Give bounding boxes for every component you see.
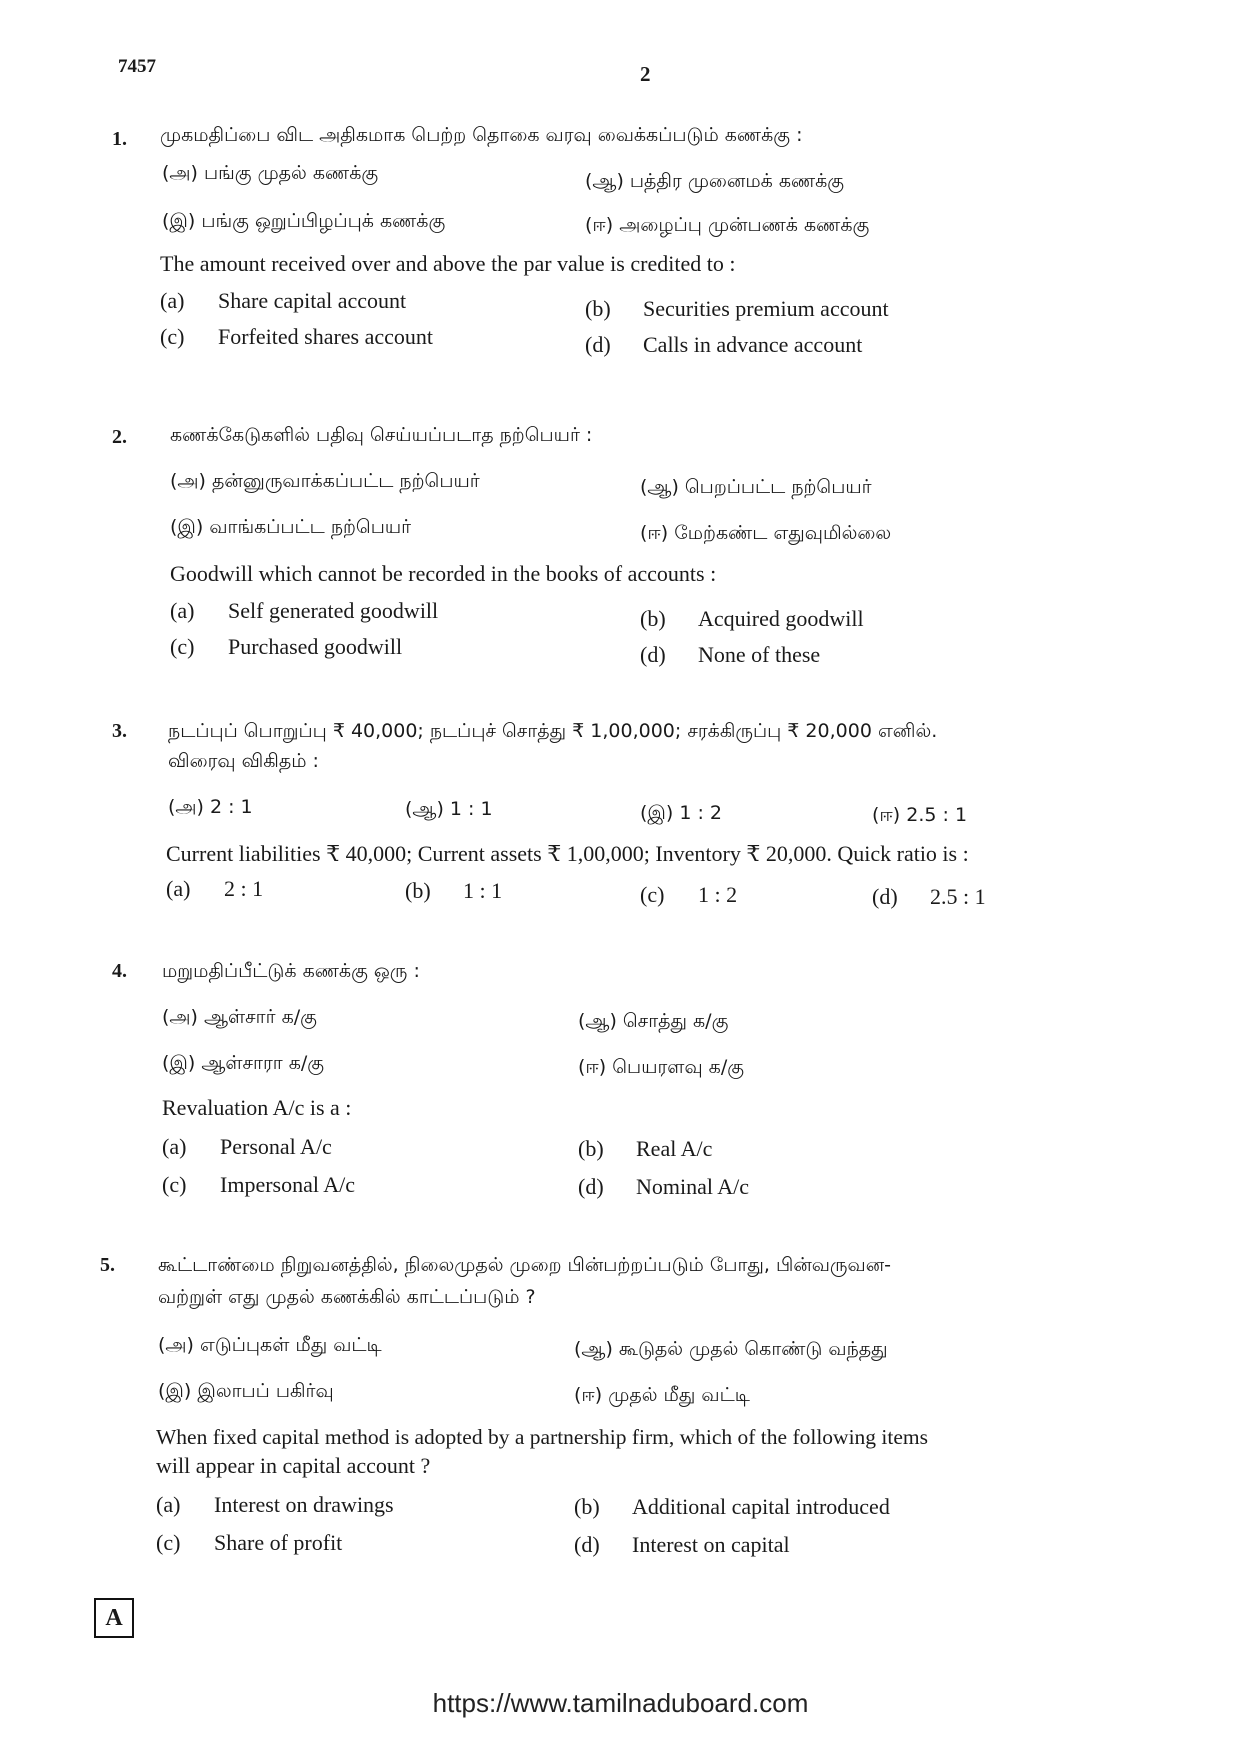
tamil-option: (இ) ஆள்சாரா க/கு — [162, 1052, 325, 1074]
english-option: (d) Calls in advance account — [585, 332, 863, 357]
english-option: (c) Impersonal A/c — [162, 1172, 356, 1197]
english-question: Current liabilities ₹ 40,000; Current assets ₹ 1,00,000; Inventory ₹ 20,000. Quick ratio is : — [166, 841, 969, 866]
english-question: When fixed capital method is adopted by a partnership firm, which of the following items — [156, 1425, 929, 1449]
tamil-question: வற்றுள் எது முதல் கணக்கில் காட்டப்படும் ? — [158, 1286, 536, 1308]
english-option: (a) Interest on drawings — [156, 1492, 394, 1517]
tamil-option: (இ) இலாபப் பகிர்வு — [158, 1380, 334, 1402]
english-option: (c) Forfeited shares account — [160, 324, 434, 349]
tamil-option: (ஆ) 1 : 1 — [405, 798, 493, 820]
english-question: will appear in capital account ? — [156, 1453, 431, 1478]
question-number: 1. — [112, 128, 127, 150]
english-option: (b) Additional capital introduced — [574, 1494, 890, 1519]
page-number: 2 — [640, 62, 651, 86]
tamil-question: மறுமதிப்பீட்டுக் கணக்கு ஒரு : — [162, 960, 420, 982]
tamil-option: (அ) ஆள்சார் க/கு — [162, 1006, 317, 1028]
english-option: (a) Share capital account — [160, 288, 407, 313]
tamil-option: (ஈ) 2.5 : 1 — [872, 804, 968, 826]
tamil-option: (ஆ) கூடுதல் முதல் கொண்டு வந்தது — [574, 1338, 888, 1360]
tamil-option: (ஆ) சொத்து க/கு — [578, 1010, 729, 1032]
tamil-question: கணக்கேடுகளில் பதிவு செய்யப்படாத நற்பெயர் : — [170, 424, 593, 446]
paper-code: 7457 — [118, 56, 156, 77]
tamil-option: (ஈ) அழைப்பு முன்பணக் கணக்கு — [585, 214, 870, 236]
tamil-option: (அ) தன்னுருவாக்கப்பட்ட நற்பெயர் — [170, 470, 480, 492]
english-option: (d) Interest on capital — [574, 1532, 790, 1557]
english-option: (c) 1 : 2 — [640, 882, 738, 907]
tamil-option: (ஆ) பெறப்பட்ட நற்பெயர் — [640, 476, 872, 498]
english-option: (a) Self generated goodwill — [170, 598, 439, 623]
english-question: Revaluation A/c is a : — [162, 1095, 352, 1120]
tamil-question: கூட்டாண்மை நிறுவனத்தில், நிலைமுதல் முறை பின்பற்றப்படும் போது, பின்வருவன- — [158, 1254, 891, 1276]
tamil-option: (இ) 1 : 2 — [640, 802, 723, 824]
tamil-option: (இ) வாங்கப்பட்ட நற்பெயர் — [170, 516, 412, 538]
tamil-option: (இ) பங்கு ஒறுப்பிழப்புக் கணக்கு — [162, 210, 446, 232]
version-box: A — [94, 1598, 134, 1638]
english-option: (c) Purchased goodwill — [170, 634, 403, 659]
english-option: (d) None of these — [640, 642, 821, 667]
tamil-option: (ஈ) மேற்கண்ட எதுவுமில்லை — [640, 522, 892, 544]
english-option: (b) Acquired goodwill — [640, 606, 864, 631]
tamil-question: நடப்புப் பொறுப்பு ₹ 40,000; நடப்புச் சொத்து ₹ 1,00,000; சரக்கிருப்பு ₹ 20,000 எனில். — [168, 720, 938, 742]
english-option: (b) Securities premium account — [585, 296, 889, 321]
question-number: 3. — [112, 720, 127, 742]
english-option: (a) 2 : 1 — [166, 876, 264, 901]
english-option: (d) 2.5 : 1 — [872, 884, 986, 909]
english-question: Goodwill which cannot be recorded in the books of accounts : — [170, 561, 717, 586]
tamil-question: விரைவு விகிதம் : — [168, 750, 319, 772]
tamil-option: (ஈ) முதல் மீது வட்டி — [574, 1384, 750, 1406]
tamil-option: (ஈ) பெயரளவு க/கு — [578, 1056, 744, 1078]
question-number: 2. — [112, 426, 127, 448]
english-question: The amount received over and above the par value is credited to : — [160, 251, 736, 276]
english-option: (c) Share of profit — [156, 1530, 343, 1555]
english-option: (b) Real A/c — [578, 1136, 713, 1161]
footer-url[interactable]: https://www.tamilnaduboard.com — [432, 1688, 809, 1718]
english-option: (a) Personal A/c — [162, 1134, 332, 1159]
question-number: 5. — [100, 1254, 115, 1276]
tamil-option: (அ) 2 : 1 — [168, 796, 253, 818]
tamil-option: (அ) பங்கு முதல் கணக்கு — [162, 162, 379, 184]
tamil-option: (அ) எடுப்புகள் மீது வட்டி — [158, 1334, 382, 1356]
tamil-question: முகமதிப்பை விட அதிகமாக பெற்ற தொகை வரவு வைக்கப்படும் கணக்கு : — [160, 124, 803, 146]
english-option: (b) 1 : 1 — [405, 878, 503, 903]
english-option: (d) Nominal A/c — [578, 1174, 750, 1199]
tamil-option: (ஆ) பத்திர முனைமக் கணக்கு — [585, 170, 845, 192]
question-number: 4. — [112, 960, 127, 982]
